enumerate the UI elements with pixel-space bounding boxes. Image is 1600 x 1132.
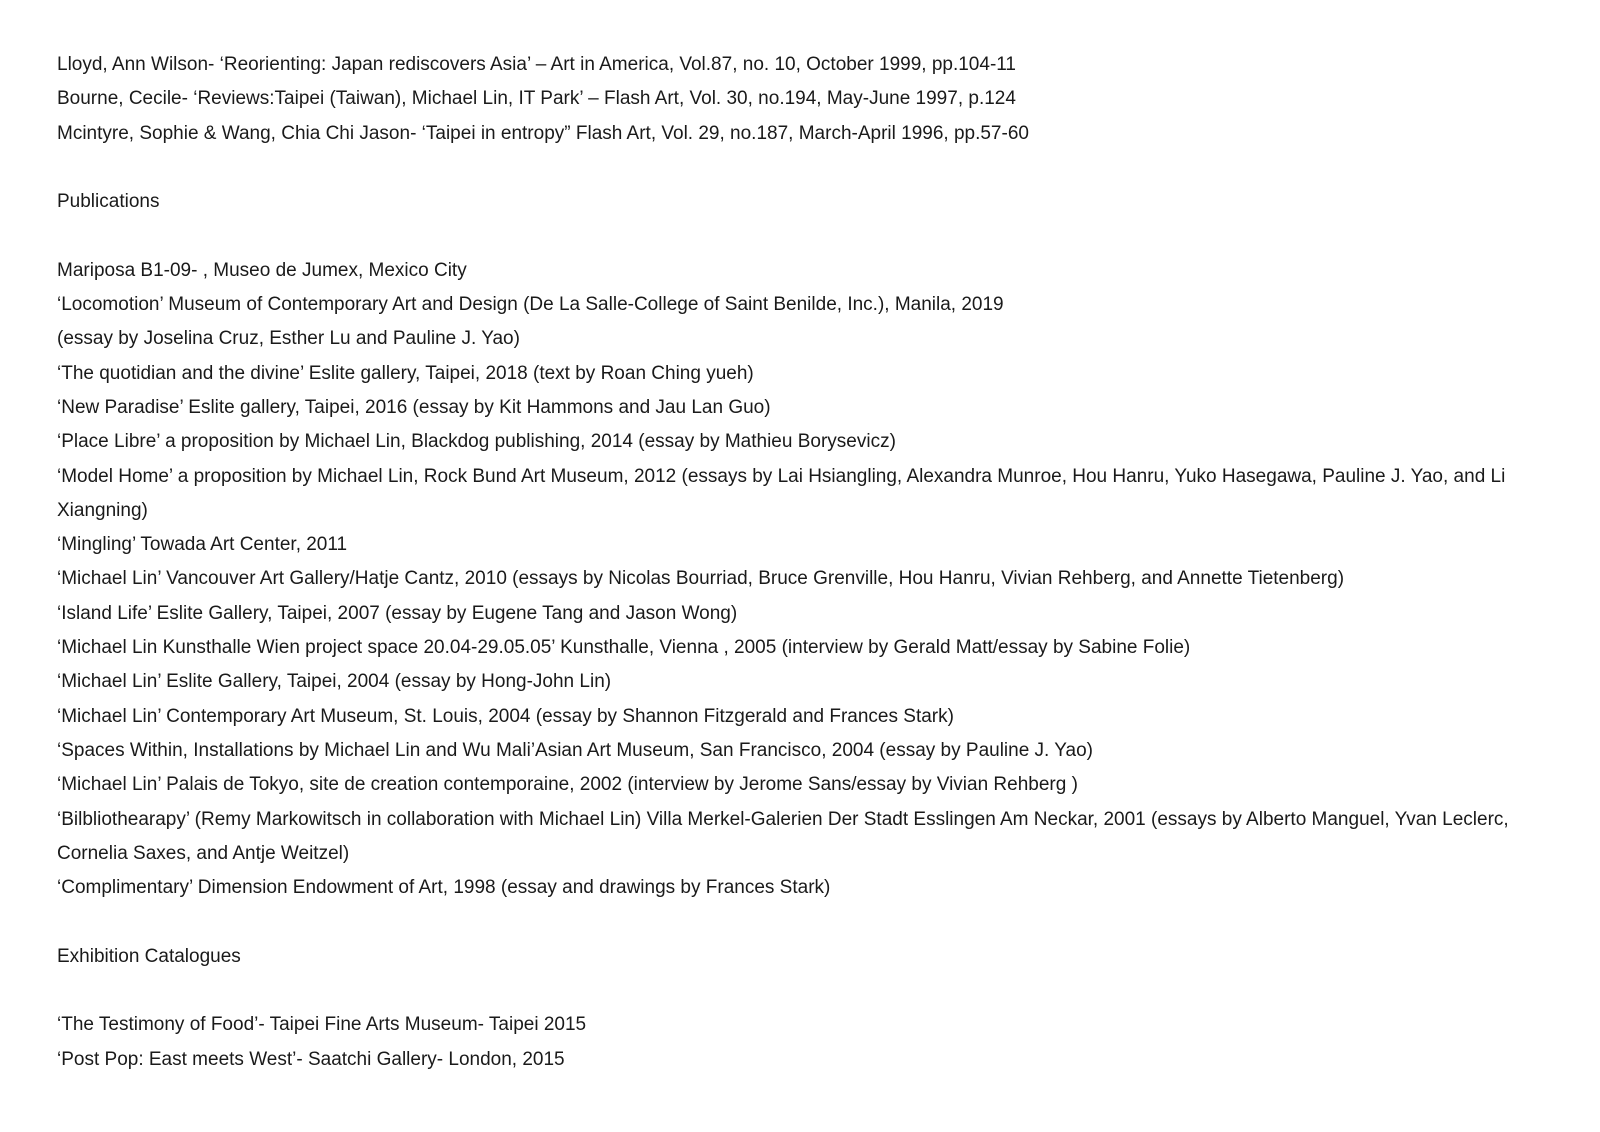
publication-entry: ‘Michael Lin Kunsthalle Wien project space 20.04-29.05.05’ Kunsthalle, Vienna , 2005 (interview by Gerald Matt/essay by Sabine Folie) xyxy=(57,637,1191,659)
publications-heading: Publications xyxy=(57,191,160,213)
publication-entry: ‘Michael Lin’ Vancouver Art Gallery/Hatje Cantz, 2010 (essays by Nicolas Bourriad, Bruce Grenville, Hou Hanru, Vivian Rehberg, and Annette Tietenberg) xyxy=(57,568,1345,590)
press-section xyxy=(57,48,1570,151)
publication-entry: ‘Michael Lin’ Eslite Gallery, Taipei, 2004 (essay by Hong-John Lin) xyxy=(57,671,612,693)
publication-entry: ‘Complimentary’ Dimension Endowment of Art, 1998 (essay and drawings by Frances Stark) xyxy=(57,877,831,899)
section-spacer xyxy=(57,151,1570,185)
section-spacer xyxy=(57,974,1570,1008)
publication-entry: ‘Mingling’ Towada Art Center, 2011 xyxy=(57,534,348,556)
press-entry: Mcintyre, Sophie & Wang, Chia Chi Jason- ‘Taipei in entropy” Flash Art, Vol. 29, no.187, March-April 1996, pp.57-60 xyxy=(57,122,1029,144)
exhibition-catalogues-heading: Exhibition Catalogues xyxy=(57,945,241,967)
press-entry: Lloyd, Ann Wilson- ‘Reorienting: Japan rediscovers Asia’ – Art in America, Vol.87, no. 10, October 1999, pp.104-11 xyxy=(57,54,1016,75)
catalogue-entry: ‘Post Pop: East meets West’- Saatchi Gallery- London, 2015 xyxy=(57,1048,565,1070)
section-spacer xyxy=(57,905,1570,939)
publication-entry: ‘Model Home’ a proposition by Michael Lin, Rock Bund Art Museum, 2012 (essays by Lai Hsiangling, Alexandra Munroe, Hou Hanru, Yuko Hasegawa, Pauline J. Yao, and Li Xiangning) xyxy=(57,465,1506,521)
exhibition-catalogues-section xyxy=(57,940,1570,1077)
publication-entry: ‘The quotidian and the divine’ Eslite gallery, Taipei, 2018 (text by Roan Ching yueh) xyxy=(57,362,754,384)
publication-entry: Mariposa B1-09- , Museo de Jumex, Mexico City xyxy=(57,259,467,281)
publication-entry: ‘Michael Lin’ Palais de Tokyo, site de creation contemporaine, 2002 (interview by Jerome Sans/essay by Vivian Rehberg ) xyxy=(57,774,1078,796)
publication-entry: ‘Locomotion’ Museum of Contemporary Art and Design (De La Salle-College of Saint Benilde, Inc.), Manila, 2019 xyxy=(57,294,1004,316)
publication-entry: ‘Spaces Within, Installations by Michael Lin and Wu Mali’Asian Art Museum, San Francisco, 2004 (essay by Pauline J. Yao) xyxy=(57,739,1093,761)
section-spacer xyxy=(57,219,1570,253)
publication-entry: (essay by Joselina Cruz, Esther Lu and Pauline J. Yao) xyxy=(57,328,520,350)
catalogue-entry: ‘The Testimony of Food’- Taipei Fine Arts Museum- Taipei 2015 xyxy=(57,1014,587,1036)
publications-section xyxy=(57,185,1570,905)
publication-entry: ‘Bilbliothearapy’ (Remy Markowitsch in collaboration with Michael Lin) Villa Merkel-Galerien Der Stadt Esslingen Am Neckar, 2001 (essays by Alberto Manguel, Yvan Leclerc, Cornelia Saxes, and Antje Weitzel) xyxy=(57,808,1509,864)
press-entry: Bourne, Cecile- ‘Reviews:Taipei (Taiwan), Michael Lin, IT Park’ – Flash Art, Vol. 30, no.194, May-June 1997, p.124 xyxy=(57,88,1016,110)
publication-entry: ‘Michael Lin’ Contemporary Art Museum, St. Louis, 2004 (essay by Shannon Fitzgerald and Frances Stark) xyxy=(57,705,954,727)
publication-entry: ‘Place Libre’ a proposition by Michael Lin, Blackdog publishing, 2014 (essay by Mathieu Borysevicz) xyxy=(57,431,896,453)
publication-entry: ‘Island Life’ Eslite Gallery, Taipei, 2007 (essay by Eugene Tang and Jason Wong) xyxy=(57,602,738,624)
publication-entry: ‘New Paradise’ Eslite gallery, Taipei, 2016 (essay by Kit Hammons and Jau Lan Guo) xyxy=(57,396,771,418)
